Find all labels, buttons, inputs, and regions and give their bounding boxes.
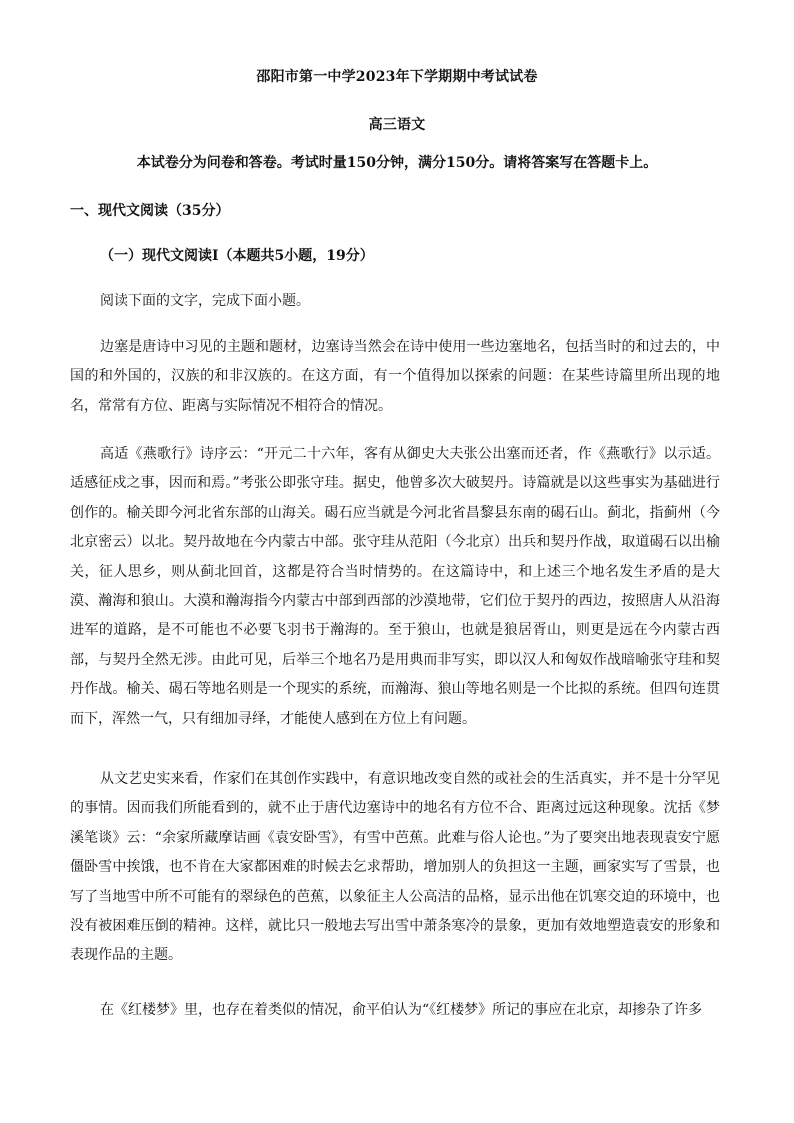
exam-notice: 本试卷分为问卷和答卷。考试时量150分钟，满分150分。请将答案写在答题卡上。: [136, 155, 658, 171]
reading-instruction: 阅读下面的文字，完成下面小题。: [100, 293, 310, 309]
section-heading: 一、现代文阅读（35分）: [70, 203, 230, 219]
passage-paragraph: 在《红楼梦》里，也存在着类似的情况，俞平伯认为“《红楼梦》所记的事应在北京，却掺杂了许多: [100, 1002, 703, 1018]
passage-paragraph: 从文艺史实来看，作家们在其创作实践中，有意识地改变自然的或社会的生活真实，并不是十分罕见的事情。因而我们所能看到的，就不止于唐代边塞诗中的地名有方位不合、距离过远这种现象。沈括《梦溪笔谈》云：“余家所藏摩诘画《袁安卧雪》，有雪中芭蕉。此难与俗人论也。”为了要突出地表现袁安宁愿僵卧雪中挨饿，也不肯在大家都困难的时候去乞求帮助，增加别人的负担这一主题，画家实写了雪景，也写了当地雪中所不可能有的翠绿色的芭蕉，以象征主人公高洁的品格，显示出他在饥寒交迫的环境中，也没有被困难压倒的精神。这样，就比只一般地去写出雪中萧条寒冷的景象，更加有效地塑造袁安的形象和表现作品的主题。: [70, 771, 720, 964]
passage-paragraph: 边塞是唐诗中习见的主题和题材，边塞诗当然会在诗中使用一些边塞地名，包括当时的和过去的，中国的和外国的，汉族的和非汉族的。在这方面，有一个值得加以探索的问题：在某些诗篇里所出现的地名，常常有方位、距离与实际情况不相符合的情况。: [70, 339, 720, 414]
subject-title: 高三语文: [368, 117, 426, 133]
passage-paragraph: 高适《燕歌行》诗序云：“开元二十六年，客有从御史大夫张公出塞而还者，作《燕歌行》以示适。适感征戍之事，因而和焉。”考张公即张守珪。据史，他曾多次大破契丹。诗篇就是以这些事实为基础进行创作的。榆关即今河北省东部的山海关。碣石应当就是今河北省昌黎县东南的碣石山。蓟北，指蓟州（今北京密云）以北。契丹故地在今内蒙古中部。张守珪从范阳（今北京）出兵和契丹作战，取道碣石以出榆关，征人思乡，则从蓟北回首，这都是符合当时情势的。在这篇诗中，和上述三个地名发生矛盾的是大漠、瀚海和狼山。大漠和瀚海指今内蒙古中部到西部的沙漠地带，它们位于契丹的西边，按照唐人从沿海进军的道路，是不可能也不必要飞羽书于瀚海的。至于狼山，也就是狼居胥山，则更是远在今内蒙古西部，与契丹全然无涉。由此可见，后举三个地名乃是用典而非写实，即以汉人和匈奴作战暗喻张守珪和契丹作战。榆关、碣石等地名则是一个现实的系统，而瀚海、狼山等地名则是一个比拟的系统。但四句连贯而下，浑然一气，只有细加寻绎，才能使人感到在方位上有问题。: [70, 446, 720, 727]
section-subheading: （一）现代文阅读Ⅰ（本题共5小题，19分）: [100, 248, 374, 264]
exam-title: 邵阳市第一中学2023年下学期期中考试试卷: [256, 69, 538, 85]
